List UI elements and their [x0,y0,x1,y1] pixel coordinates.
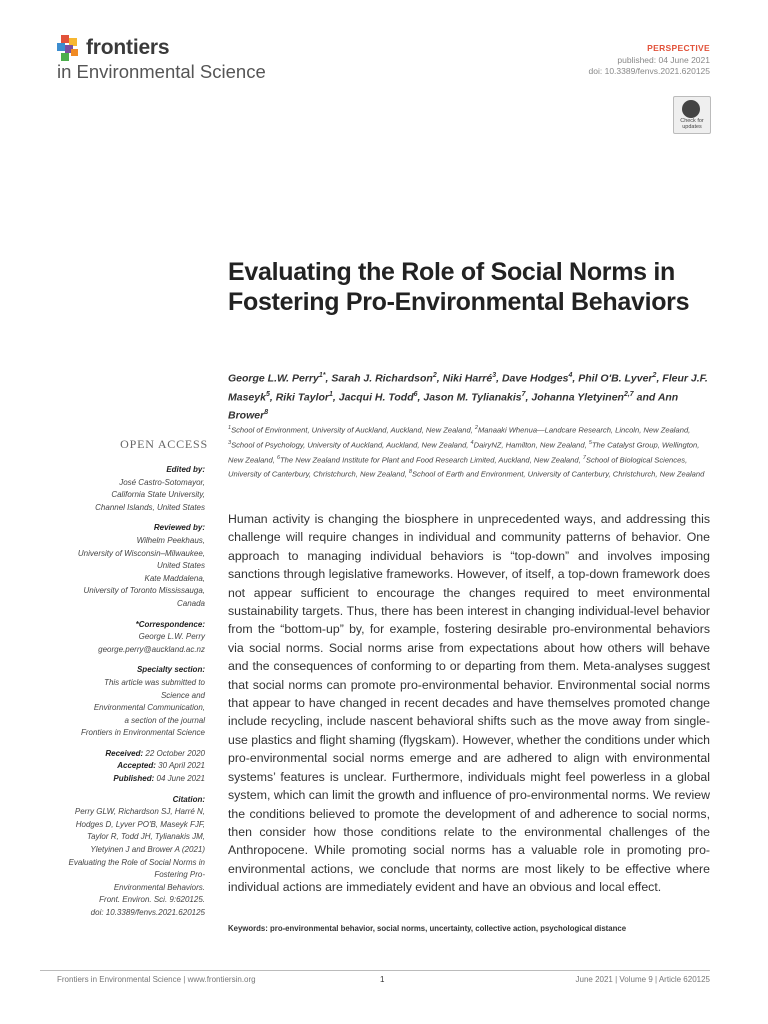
affiliation-marker: 7 [582,454,586,461]
affiliation-text: School of Psychology, University of Auckland, Auckland, New Zealand, [231,440,471,450]
received-value: 22 October 2020 [145,748,205,758]
reviewed-by-block [40,522,205,610]
sidebar-line: a section of the journal [124,715,205,725]
author-name[interactable]: Niki Harré [442,372,493,385]
article-doi[interactable]: doi: 10.3389/fenvs.2021.620125 [588,66,710,76]
author-affiliation-marker: 2 [652,372,657,379]
sidebar-line: José Castro-Sotomayor, [119,477,205,487]
author-name[interactable]: Fleur J.F. Maseyk [228,372,708,403]
author-name[interactable]: Johanna Yletyinen [531,391,624,403]
author-name[interactable]: George L.W. Perry [228,372,319,385]
affiliation-text: The New Zealand Institute for Plant and Food Research Limited, Auckland, New Zealand, [280,455,583,465]
sidebar-line: Science and [160,690,205,700]
sidebar-line: Environmental Behaviors. [113,882,205,892]
sidebar-line: California State University, [111,490,205,500]
sidebar-line: Taylor R, Todd JH, Tylianakis JM, [87,832,205,842]
journal-logo [57,33,317,85]
affiliation-marker: 2 [474,425,478,431]
footer-journal-link[interactable]: Frontiers in Environmental Science | www.frontiersin.org [57,975,256,984]
sidebar-line: Channel Islands, United States [95,502,205,512]
check-updates-label: Check for updates [680,118,704,130]
sidebar-line: Fostering Pro- [154,870,205,880]
sidebar-line: Yletyinen J and Brower A (2021) [90,845,205,855]
sidebar-line: Hodges D, Lyver PO'B, Maseyk FJF, [75,819,205,829]
published-date-sidebar [40,773,205,786]
journal-name: in Environmental Science [57,61,266,82]
published-date: published: 04 June 2021 [617,54,710,65]
author-affiliation-marker: 4 [568,372,573,379]
affiliation-text: School of Earth and Environment, University of Canterbury, Christchurch, New Zealand [411,470,705,480]
author-affiliation-marker: 7 [521,390,526,398]
author-affiliation-marker: 5 [265,390,270,398]
correspondence-email-link[interactable]: george.perry@auckland.ac.nz [98,644,205,654]
affiliation-marker: 4 [470,439,474,446]
author-affiliation-marker: 1* [318,372,326,379]
footer-volume-info: June 2021 | Volume 9 | Article 620125 [575,975,710,984]
author-affiliation-marker: 2,7 [623,390,634,398]
sidebar-line: Frontiers in Environmental Science [80,728,205,738]
dates-block [40,748,205,786]
author-affiliation-marker: 3 [492,372,497,379]
affiliation-text: DairyNZ, Hamilton, New Zealand, [473,440,589,450]
sidebar-line: United States [156,561,205,571]
reviewed-by-heading: Reviewed by: [153,523,205,533]
sidebar-line: George L.W. Perry [138,632,205,642]
check-for-updates-badge[interactable] [673,96,711,134]
specialty-heading: Specialty section: [136,665,205,675]
author-affiliation-marker: 6 [413,390,418,398]
affiliation-text: The Catalyst Group, Wellington, New Zealand, [228,440,700,465]
article-type: PERSPECTIVE [647,43,710,53]
affiliation-text: School of Environment, University of Auckland, Auckland, New Zealand, [231,425,475,435]
accepted-value: 30 April 2021 [158,761,205,771]
sidebar-line: Evaluating the Role of Social Norms in [68,857,205,867]
sidebar-line: Front. Environ. Sci. 9:620125. [99,895,205,905]
author-name[interactable]: Phil O'B. Lyver [578,372,653,385]
accepted-date [40,760,205,773]
published-label: Published: [113,774,155,784]
author-name[interactable]: Dave Hodges [501,372,569,385]
article-title: Evaluating the Role of Social Norms in Fostering Pro-Environmental Behaviors [228,258,690,316]
abstract-text: Human activity is changing the biosphere in unprecedented ways, and addressing this challenge will require changes in individual and community patterns of behavior. One approach to managing individual behaviors is “top-down” and involves imposing sanctions through legislative frameworks. However, of itself, a top-down framework does not appear sufficient to encourage the changes required to meet environmental sustainability targets. Thus, there has been interest in changing individual-level behavior from the “bottom-up” by, for example, fostering desirable pro-environmental behaviors via social norms. Social norms arise from expectations about how others will behave and the consequences of conforming to or departing from them. Meta-analyses suggest that social norms can promote pro-environmental behavior. Environmental social norms that appear to have changed in recent decades and have themselves promoted change include recycling, include nascent behavioral shifts such as the move away from single-use plastics and flight shaming (flygskam). However, whether the conditions under which pro-environmental social norms emerge and are adhered to align with environmental systems’ features is unclear. Furthermore, individuals might feel powerless in a global system, which can limit the growth and influence of pro-environmental norms. We review the conditions believed to promote the development of and adherence to social norms, then consider how those conditions relate to the environmental challenges of the Anthropocene. While promoting social norms has a valuable role in promoting pro-environmental actions, we conclude that norms are most likely to be effective where individual actions are immediately evident and have an obvious and local effect. [228,512,710,895]
author-name[interactable]: Sarah J. Richardson [331,372,433,385]
citation-block [40,794,205,920]
citation-doi-link[interactable]: doi: 10.3389/fenvs.2021.620125 [90,908,205,917]
affiliation-text: Manaaki Whenua—Landcare Research, Lincoln, New Zealand, [477,425,691,435]
received-label: Received: [105,748,144,758]
author-affiliation-marker: 2 [432,372,437,379]
correspondence-block [40,619,205,657]
sidebar-line: University of Toronto Mississauga, [83,586,205,596]
journal-brand: frontiers [86,36,170,59]
published-value: 04 June 2021 [156,774,205,784]
affiliation-marker: 3 [228,439,232,446]
sidebar-line: Perry GLW, Richardson SJ, Harré N, [74,807,205,817]
author-name[interactable]: Jacqui H. Todd [338,391,414,403]
affiliation-text: School of Biological Sciences, University of Canterbury, Christchurch, New Zealand, [228,455,688,480]
article-info-sidebar [40,464,205,928]
edited-by-heading: Edited by: [166,465,205,474]
affiliation-marker: 8 [408,469,412,476]
sidebar-line: Wilhelm Peekhaus, [136,535,205,545]
footer-divider [40,970,710,971]
affiliation-marker: 6 [276,454,281,461]
affiliation-marker: 5 [588,439,592,446]
author-list: George L.W. Perry$^{1*}$, Sarah J. Richardson$^2$, Niki Harré$^3$, Dave Hodges$^4$, Phil O'B. Lyver$^2$, Fleur J.F. Maseyk$^5$, Riki Taylor$^1$, Jacqui H. Todd$^6$, Jason M. Tylianakis$^7$, Johanna Yletyinen$^{2,7}$ and Ann Brower$^8$ [228,372,708,422]
open-access-label: OPEN ACCESS [120,437,208,451]
affiliations [228,422,716,481]
specialty-section-block [40,664,205,740]
edited-by-block [40,464,205,514]
accepted-label: Accepted: [117,761,156,771]
correspondence-heading: *Correspondence: [135,619,205,629]
author-name[interactable]: Riki Taylor [275,391,329,403]
sidebar-line: Canada [176,598,205,608]
sidebar-line: This article was submitted to [104,677,205,687]
sidebar-line: Environmental Communication, [93,703,205,713]
author-name[interactable]: Jason M. Tylianakis [423,391,522,403]
received-date [40,748,205,761]
sidebar-line: Kate Maddalena, [144,573,205,583]
affiliation-marker: 1 [228,425,232,431]
author-affiliation-marker: 8 [264,409,269,416]
page-number: 1 [380,975,385,984]
article-meta [589,43,710,78]
sidebar-line: University of Wisconsin–Milwaukee, [77,548,205,558]
citation-heading: Citation: [172,794,205,804]
keywords: Keywords: pro-environmental behavior, social norms, uncertainty, collective action, psychological distance [228,924,627,933]
author-affiliation-marker: 1 [329,390,333,398]
frontiers-logo-icon [57,35,81,63]
check-updates-icon [682,100,700,118]
author-name[interactable]: Ann Brower [228,391,679,422]
